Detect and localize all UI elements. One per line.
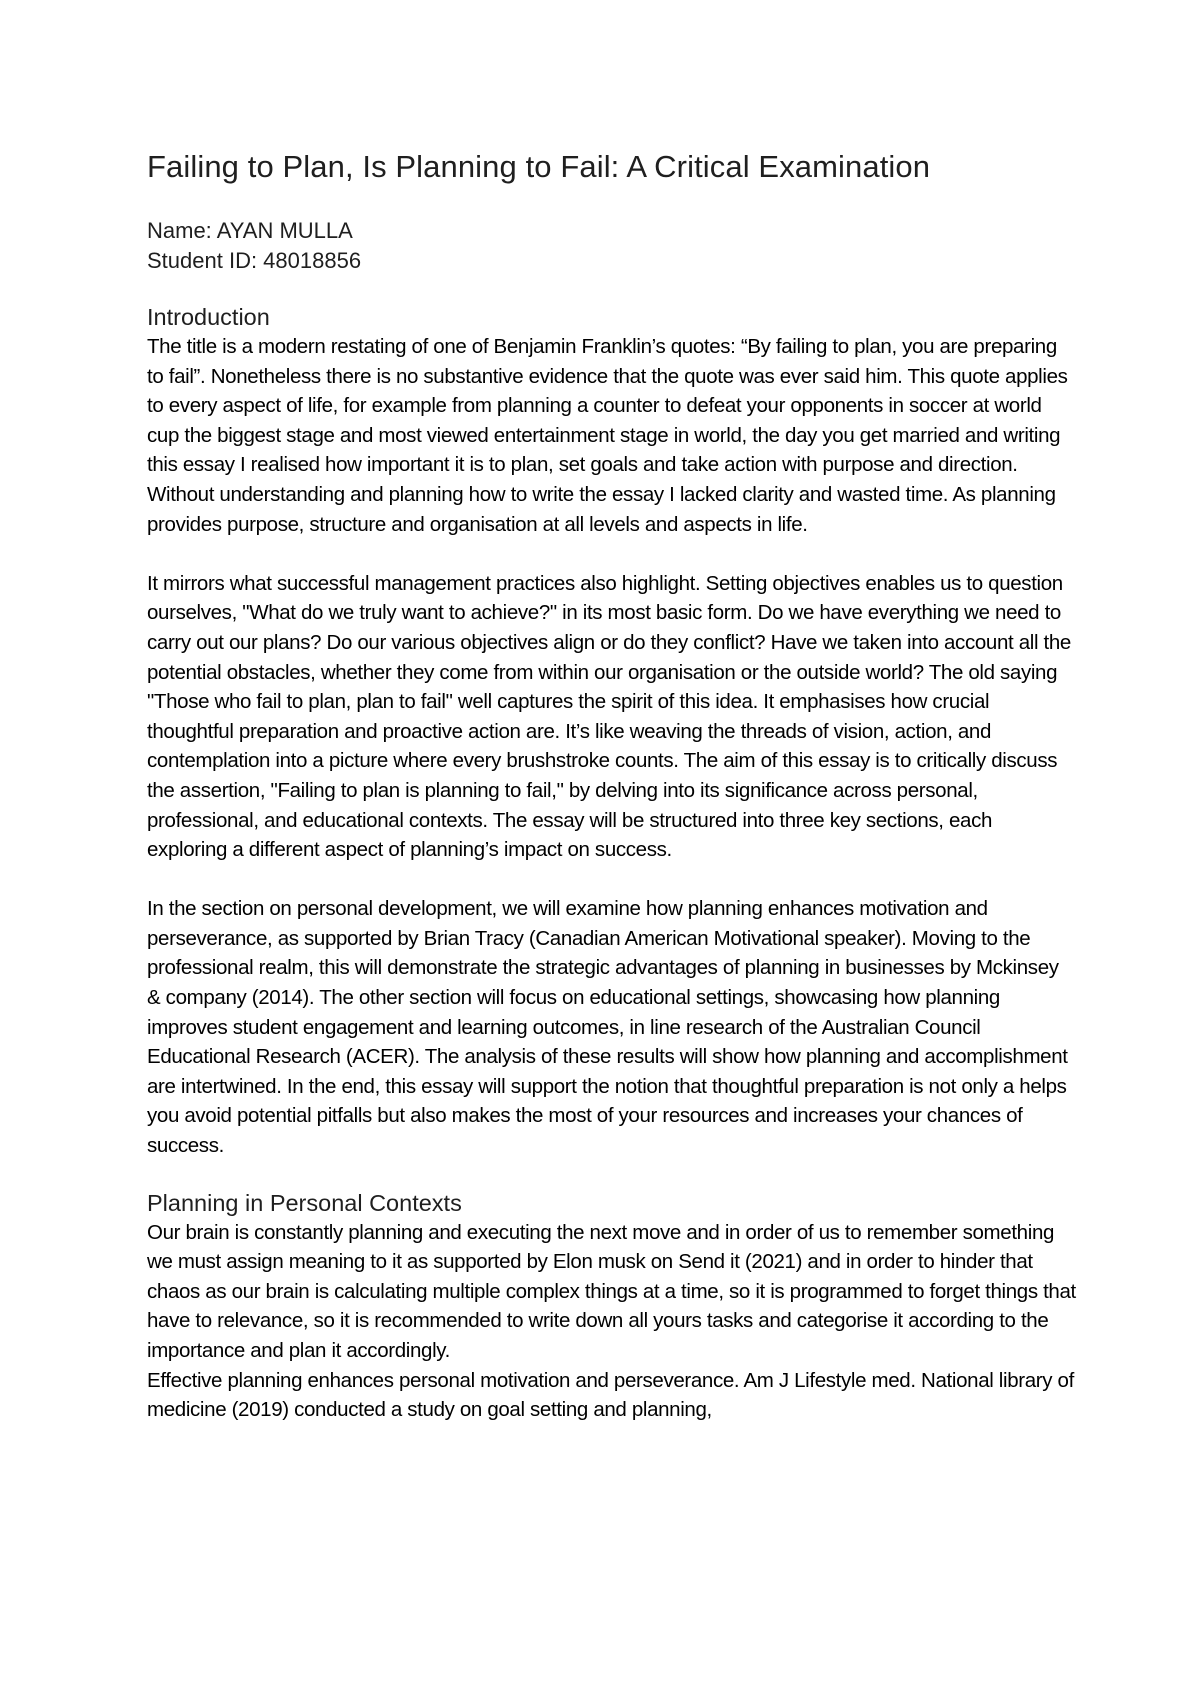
paragraph: The title is a modern restating of one of Benjamin Franklin’s quotes: “By failing to plan, you are preparing to fail”. Nonetheless there is no substantive evidence that the quote was ever said him. This quote applies to every aspect of life, for example from planning a counter to defeat your opponents in soccer at world cup the biggest stage and most viewed entertainment stage in world, the day you get married and writing this essay I realised how important it is to plan, set goals and take action with purpose and direction. Without understanding and planning how to write the essay I lacked clarity and wasted time. As planning provides purpose, structure and organisation at all levels and aspects in life. xyxy=(147,335,1068,536)
section-heading: Introduction xyxy=(147,304,270,330)
document-title: Failing to Plan, Is Planning to Fail: A Critical Examination xyxy=(147,149,931,184)
student-id: Student ID: 48018856 xyxy=(147,248,362,273)
paragraph: Effective planning enhances personal motivation and perseverance. Am J Lifestyle med. National library of medicine (2019) conducted a study on goal setting and planning, xyxy=(147,1368,1074,1422)
section-heading: Planning in Personal Contexts xyxy=(147,1189,462,1216)
paragraph: Our brain is constantly planning and executing the next move and in order of us to remember something we must assign meaning to it as supported by Elon musk on Send it (2021) and in order to hinder that chaos as our brain is calculating multiple complex things at a time, so it is programmed to forget things that have to relevance, so it is recommended to write down all yours tasks and categorise it according to the importance and plan it accordingly. xyxy=(147,1220,1076,1362)
section-introduction xyxy=(147,302,1077,1161)
section-personal-contexts xyxy=(147,1188,1077,1425)
paragraph: In the section on personal development, we will examine how planning enhances motivation and perseverance, as supported by Brian Tracy (Canadian American Motivational speaker). Moving to the professional realm, this will demonstrate the strategic advantages of planning in businesses by Mckinsey & company (2014). The other section will focus on educational settings, showcasing how planning improves student engagement and learning outcomes, in line research of the Australian Council Educational Research (ACER). The analysis of these results will show how planning and accomplishment are intertwined. In the end, this essay will support the notion that thoughtful preparation is not only a helps you avoid potential pitfalls but also makes the most of your resources and increases your chances of success. xyxy=(147,897,1068,1158)
document-page xyxy=(147,148,1077,1425)
student-name: Name: AYAN MULLA xyxy=(147,218,353,243)
author-info xyxy=(147,216,1077,276)
paragraph: It mirrors what successful management practices also highlight. Setting objectives enables us to question ourselves, "What do we truly want to achieve?" in its most basic form. Do we have everything we need to carry out our plans? Do our various objectives align or do they conflict? Have we taken into account all the potential obstacles, whether they come from within our organisation or the outside world? The old saying "Those who fail to plan, plan to fail" well captures the spirit of this idea. It emphasises how crucial thoughtful preparation and proactive action are. It’s like weaving the threads of vision, action, and contemplation into a picture where every brushstroke counts. The aim of this essay is to critically discuss the assertion, "Failing to plan is planning to fail," by delving into its significance across personal, professional, and educational contexts. The essay will be structured into three key sections, each exploring a different aspect of planning’s impact on success. xyxy=(147,571,1071,862)
